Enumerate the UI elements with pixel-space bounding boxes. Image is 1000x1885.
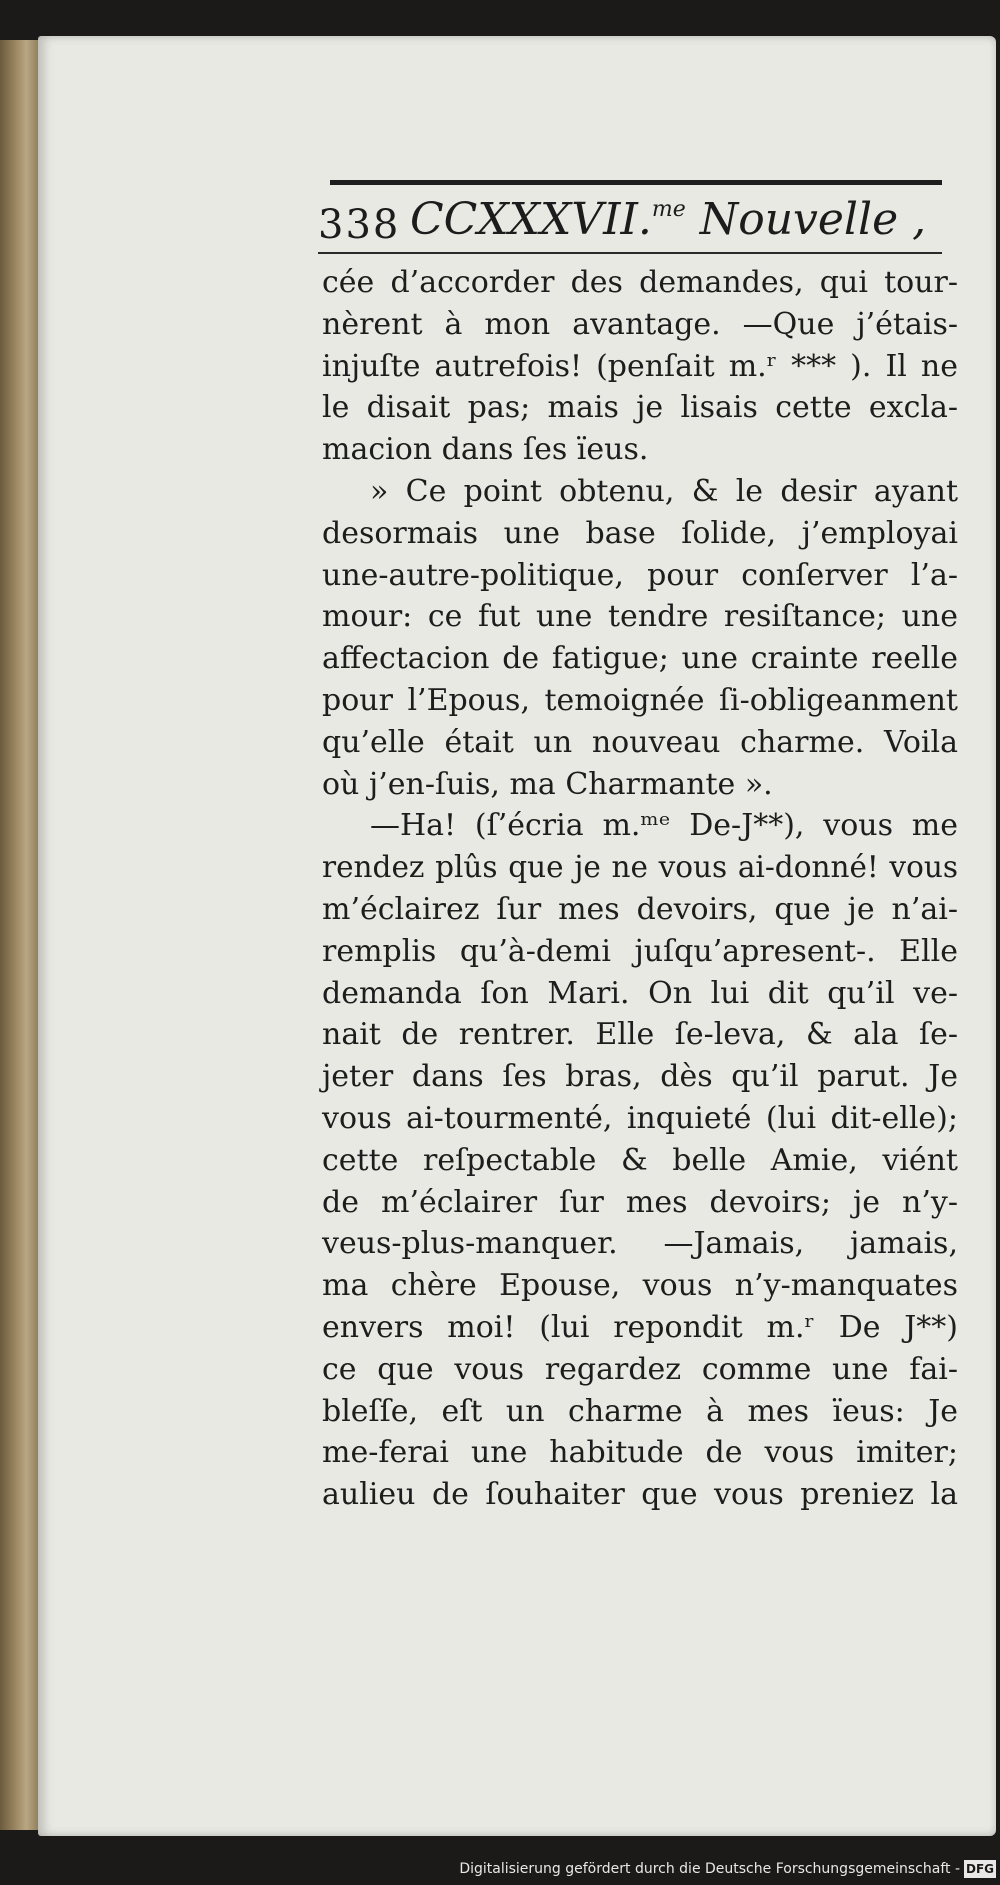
body-text [322,262,958,1516]
text-line: pour l’Epous, temoignée ſi-obligeanment [322,682,958,718]
text-line: cée d’accorder des demandes, qui tour- [322,265,958,300]
text-line: rendez plûs que je ne vous ai-donné! vous [322,850,958,885]
text-line: où j’en-ſuis, ma Charmante ». [322,766,773,802]
text-line: demanda ſon Mari. On lui dit qu’il ve- [322,975,958,1011]
page-header [318,190,942,248]
text-line: affectacion de fatigue; une crainte reelle [322,641,958,677]
text-line: veus-plus-manquer. —Jamais, jamais, [322,1226,958,1262]
text-line: —Ha! (ſ’écria m.ᵐᵉ De-J**), vous me [370,808,958,844]
text-line: remplis qu’à-demi juſqu’apresent-. Elle [322,933,958,969]
text-line: envers moi! (lui repondit m.ʳ De J**) [322,1309,958,1345]
text-line: desormais une base ſolide, j’employai [322,515,958,551]
text-line: m’éclairez ſur mes devoirs, que je n’ai- [322,891,958,927]
text-line: le disait pas; mais je lisais cette excla- [322,390,958,426]
text-line: me-ferai une habitude de vous imiter; [322,1435,958,1471]
text-line: vous ai-tourmenté, inquieté (lui dit-elle); [322,1100,958,1136]
text-line: qu’elle était un nouveau charme. Voila [322,724,958,760]
text-line: injuſte autrefois! (penſait m.ʳ *** ). Il ne [322,348,958,384]
running-title-superscript: me [651,197,686,222]
text-line: ma chère Epouse, vous n’y-manquates [322,1268,958,1304]
text-line: macion dans ſes ïeus. [322,432,649,468]
page-number: 338 [318,202,401,248]
text-line: nèrent à mon avantage. —Que j’étais- [322,306,958,342]
text-line: ce que vous regardez comme une fai- [322,1351,958,1387]
running-title-tail: Nouvelle , [685,194,927,245]
text-line: de m’éclairer ſur mes devoirs; je n’y- [322,1184,958,1220]
text-line: » Ce point obtenu, & le desir ayant [370,473,958,509]
running-title [410,194,926,245]
text-line: une-autre-politique, pour conſerver l’a- [322,557,958,593]
running-title-main: CCXXXVII. [410,194,652,245]
text-line: aulieu de ſouhaiter que vous preniez la [322,1477,958,1513]
funding-credit: Digitalisierung gefördert durch die Deutsche Forschungsgemeinschaft - [459,1861,960,1877]
text-line: jeter dans ſes bras, dès qu’il parut. Je [322,1059,958,1095]
top-rule [330,180,942,185]
text-line: bleſſe, eſt un charme à mes ïeus: Je [322,1393,958,1429]
text-line: mour: ce fut une tendre resiſtance; une [322,599,958,635]
header-rule [318,252,942,254]
digitization-footer [0,1855,1000,1885]
dfg-logo: DFG [965,1862,994,1876]
text-line: cette reſpectable & belle Amie, viént [322,1142,958,1178]
text-line: nait de rentrer. Elle ſe-leva, & ala ſe- [322,1017,958,1053]
